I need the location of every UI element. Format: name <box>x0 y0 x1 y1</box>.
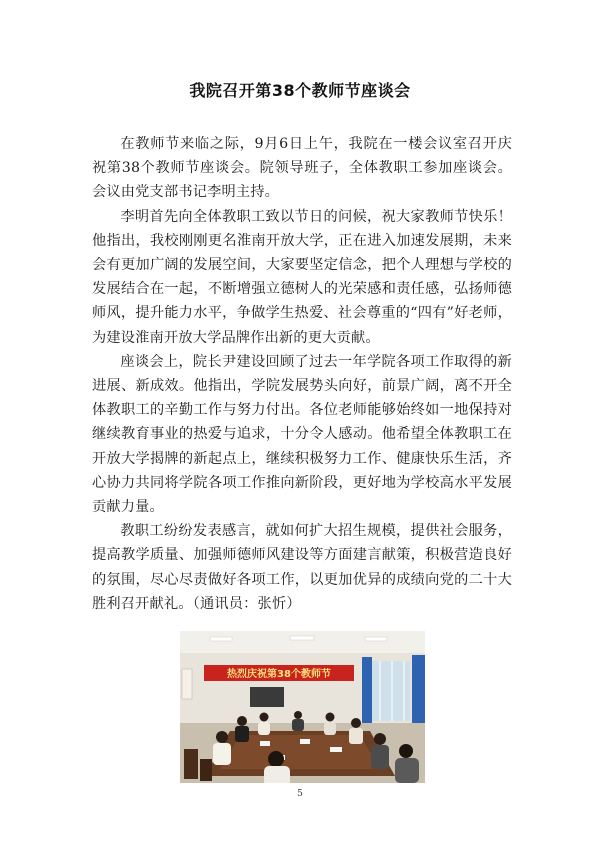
paragraph-4: 教职工纷纷发表感言，就如何扩大招生规模，提供社会服务，提高教学质量、加强师德师风建设等方面建言献策，积极营造良好的氛围，尽心尽责做好各项工作，以更加优异的成绩向党的二十大胜利召开献礼。（通讯员：张忻） <box>92 523 512 612</box>
paragraph-1: 在教师节来临之际，9月6日上午，我院在一楼会议室召开庆祝第38个教师节座谈会。院领导班子，全体教职工参加座谈会。会议由党支部书记李明主持。 <box>92 136 512 201</box>
page-number: 5 <box>297 789 303 799</box>
article-body <box>92 132 512 616</box>
paragraph-2: 李明首先向全体教职工致以节日的问候，祝大家教师节快乐！他指出，我校刚刚更名淮南开放大学，正在进入加速发展期，未来会有更加广阔的发展空间，大家要坚定信念，把个人理想与学校的发展结合在一起，不断增强立德树人的光荣感和责任感，弘扬师德师风，提升能力水平，争做学生热爱、社会尊重的“四有”好老师，为建设淮南开放大学品牌作出新的更大贡献。 <box>92 208 512 346</box>
meeting-photo <box>180 631 425 783</box>
paragraph-3: 座谈会上，院长尹建设回顾了过去一年学院各项工作取得的新进展、新成效。他指出，学院发展势头向好，前景广阔，离不开全体教职工的辛勤工作与努力付出。各位老师能够始终如一地保持对继续教育事业的热爱与追求，十分令人感动。他希望全体教职工在开放大学揭牌的新起点上，继续积极努力工作、健康快乐生活，齐心协力共同将学院各项工作推向新阶段，更好地为学校高水平发展贡献力量。 <box>92 353 512 516</box>
article-title: 我院召开第38个教师节座谈会 <box>189 81 411 100</box>
banner-text: 热烈庆祝第38个教师节 <box>227 669 331 680</box>
